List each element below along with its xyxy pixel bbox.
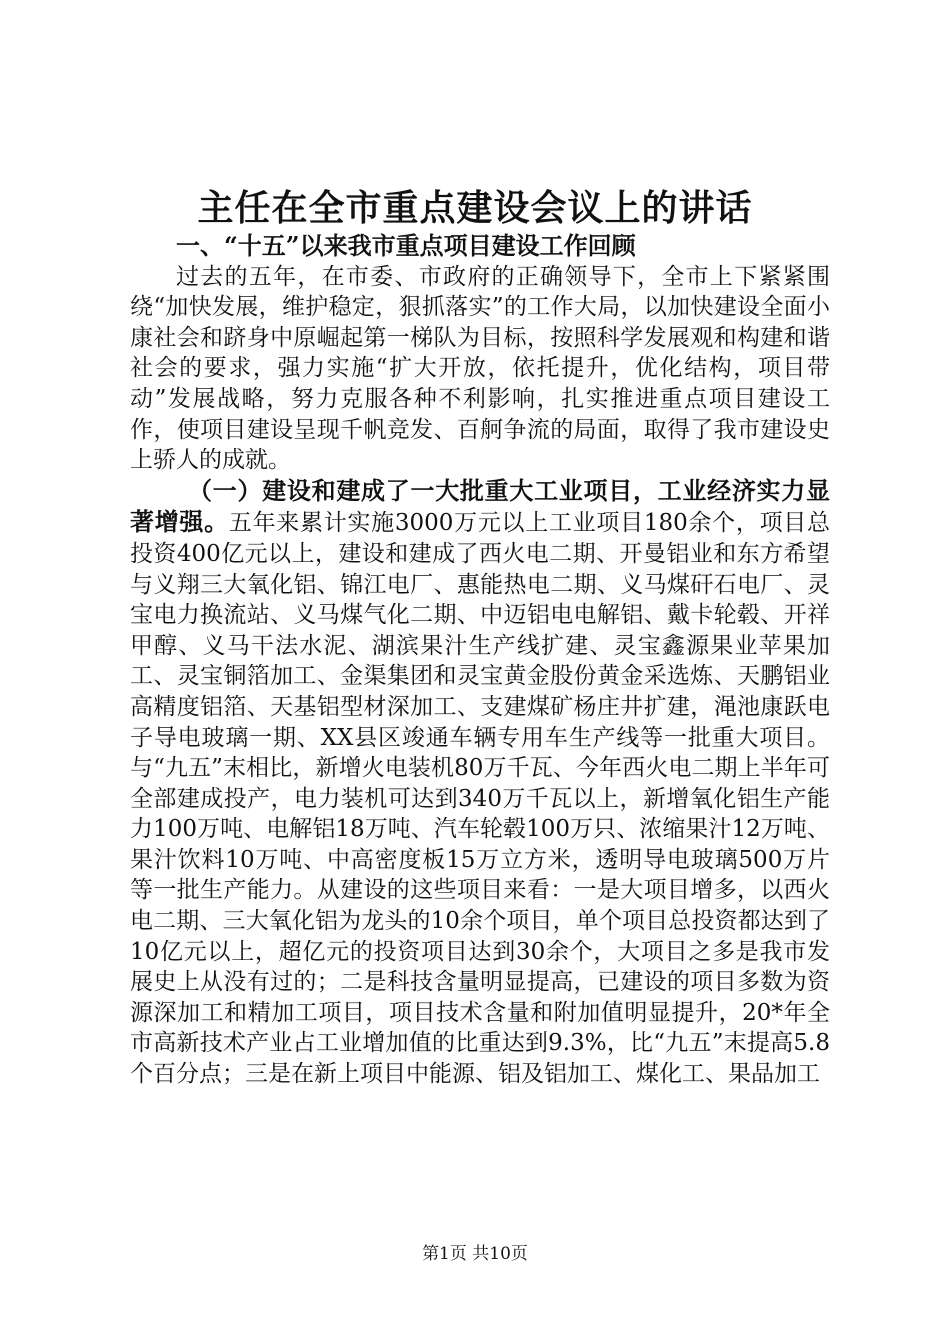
- document-body: [130, 231, 830, 1090]
- paragraph-intro: 过去的五年，在市委、市政府的正确领导下，全市上下紧紧围绕“加快发展，维护稳定，狠抓落实”的工作大局，以加快建设全面小康社会和跻身中原崛起第一梯队为目标，按照科学发展观和构建和谐社会的要求，强力实施“扩大开放，依托提升，优化结构，项目带动”发展战略，努力克服各种不利影响，扎实推进重点项目建设工作，使项目建设呈现千帆竞发、百舸争流的局面，取得了我市建设史上骄人的成就。: [130, 263, 830, 474]
- paragraph-industrial-projects: [130, 476, 830, 1090]
- paragraph-lead-heading: （一）建设和建成了一大批重大工业项目，工业经济实力显著增强。: [130, 475, 830, 537]
- page-number-footer: 第1页 共10页: [422, 1244, 528, 1264]
- section-heading: 一、“十五”以来我市重点项目建设工作回顾: [176, 231, 636, 260]
- document-title: 主任在全市重点建设会议上的讲话: [197, 187, 753, 229]
- paragraph-body-text: 五年来累计实施3000万元以上工业项目180余个，项目总投资400亿元以上，建设和建成了西火电二期、开曼铝业和东方希望与义翔三大氧化铝、锦江电厂、惠能热电二期、义马煤矸石电厂、灵宝电力换流站、义马煤气化二期、中迈铝电电解铝、戴卡轮毂、开祥甲醇、义马干法水泥、湖滨果汁生产线扩建、灵宝鑫源果业苹果加工、灵宝铜箔加工、金渠集团和灵宝黄金股份黄金采选炼、天鹏铝业高精度铝箔、天基铝型材深加工、支建煤矿杨庄井扩建，渑池康跃电子导电玻璃一期、XX县区竣通车辆专用车生产线等一批重大项目。与“九五”末相比，新增火电装机80万千瓦、今年西火电二期上半年可全部建成投产，电力装机可达到340万千瓦以上，新增氧化铝生产能力100万吨、电解铝18万吨、汽车轮毂100万只、浓缩果汁12万吨、果汁饮料10万吨、中高密度板15万立方米，透明导电玻璃500万片等一批生产能力。从建设的这些项目来看：一是大项目增多，以西火电二期、三大氧化铝为龙头的10余个项目，单个项目总投资都达到了10亿元以上，超亿元的投资项目达到30余个，大项目之多是我市发展史上从没有过的；二是科技含量明显提高，已建设的项目多数为资源深加工和精加工项目，项目技术含量和附加值明显提升，20*年全市高新技术产业占工业增加值的比重达到9.3%，比“九五”末提高5.8个百分点；三是在新上项目中能源、铝及铝加工、煤化工、果品加工: [130, 510, 830, 1088]
